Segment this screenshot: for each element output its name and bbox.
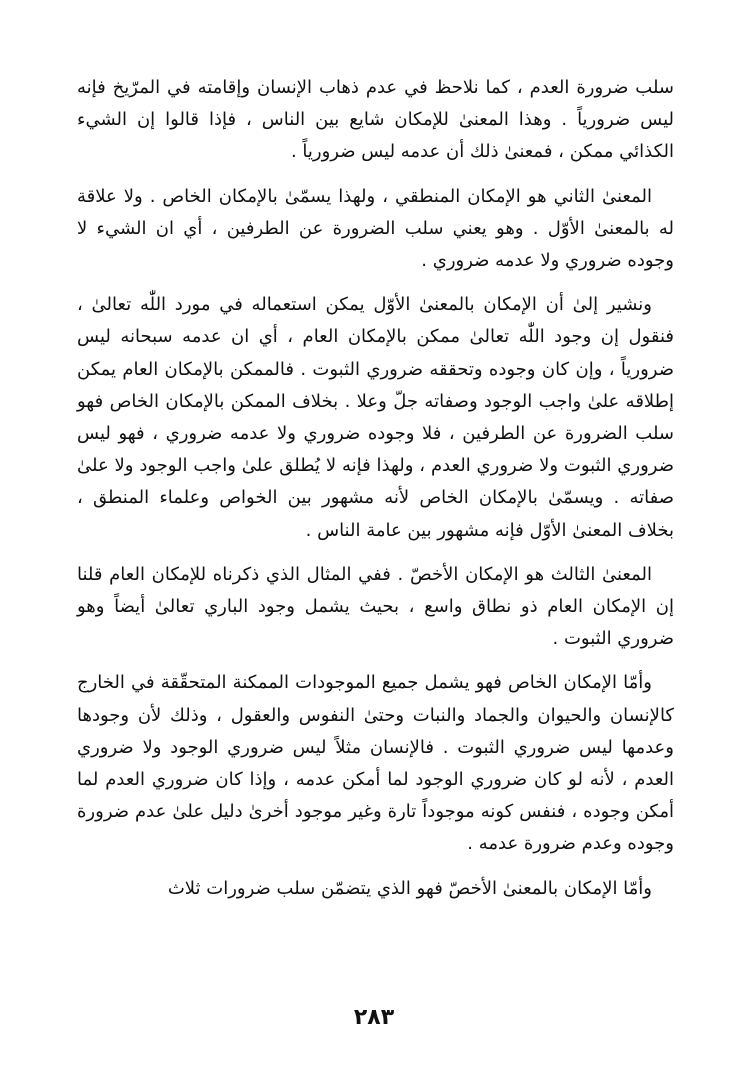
paragraph-3: ونشير إلىٰ أن الإمكان بالمعنىٰ الأوّل يمكن استعماله في مورد اللّٰه تعالىٰ ، فنقول إن وجود اللّٰه تعالىٰ ممكن بالإمكان العام ، أي ان عدمه سبحانه ليس ضرورياً ، وإن كان وجوده وتحققه ضروري الثبوت . فالممكن بالإمكان العام يمكن إطلاقه علىٰ واجب الوجود وصفاته جلّ وعلا . بخلاف الممكن بالإمكان الخاص فهو سلب الضرورة عن الطرفين ، فلا وجوده ضروري ولا عدمه ضروري ، فهو ليس ضروري الثبوت ولا ضروري العدم ، ولهذا فإنه لا يُطلق علىٰ واجب الوجود ولا علىٰ صفاته . ويسمّىٰ بالإمكان الخاص لأنه مشهور بين الخواص وعلماء المنطق ، بخلاف المعنىٰ الأوّل فإنه مشهور بين عامة الناس . [77,294,674,541]
paragraph-2: المعنىٰ الثاني هو الإمكان المنطقي ، ولهذا يسمّىٰ بالإمكان الخاص . ولا علاقة له بالمعنىٰ الأوّل . وهو يعني سلب الضرورة عن الطرفين ، أي ان الشيء لا وجوده ضروري ولا عدمه ضروري . [77,185,674,272]
paragraph-5: وأمّا الإمكان الخاص فهو يشمل جميع الموجودات الممكنة المتحقّقة في الخارج كالإنسان والحيوان والجماد والنبات وحتىٰ النفوس والعقول ، وذلك لأن وجودها وعدمها ليس ضروري الثبوت . فالإنسان مثلاً ليس ضروري الوجود ولا ضروري العدم ، لأنه لو كان ضروري الوجود لما أمكن عدمه ، وإذا كان ضروري العدم لما أمكن وجوده ، فنفس كونه موجوداً تارة وغير موجود أخرىٰ دليل علىٰ عدم ضرورة وجوده وعدم ضرورة عدمه . [77,672,674,855]
page-number: ٢٨٣ [353,1005,395,1030]
paragraph-6: وأمّا الإمكان بالمعنىٰ الأخصّ فهو الذي يتضمّن سلب ضرورات ثلاث [167,877,652,899]
body-text [77,72,674,917]
paragraph-4: المعنىٰ الثالث هو الإمكان الأخصّ . ففي المثال الذي ذكرناه للإمكان العام قلنا إن الإمكان العام ذو نطاق واسع ، بحيث يشمل وجود الباري تعالىٰ أيضاً وهو ضروري الثبوت . [77,563,674,650]
paragraph-1: سلب ضرورة العدم ، كما نلاحظ في عدم ذهاب الإنسان وإقامته في المرّيخ فإنه ليس ضرورياً . وهذا المعنىٰ للإمكان شايع بين الناس ، فإذا قالوا إن الشيء الكذائي ممكن ، فمعنىٰ ذلك أن عدمه ليس ضرورياً . [77,77,674,163]
